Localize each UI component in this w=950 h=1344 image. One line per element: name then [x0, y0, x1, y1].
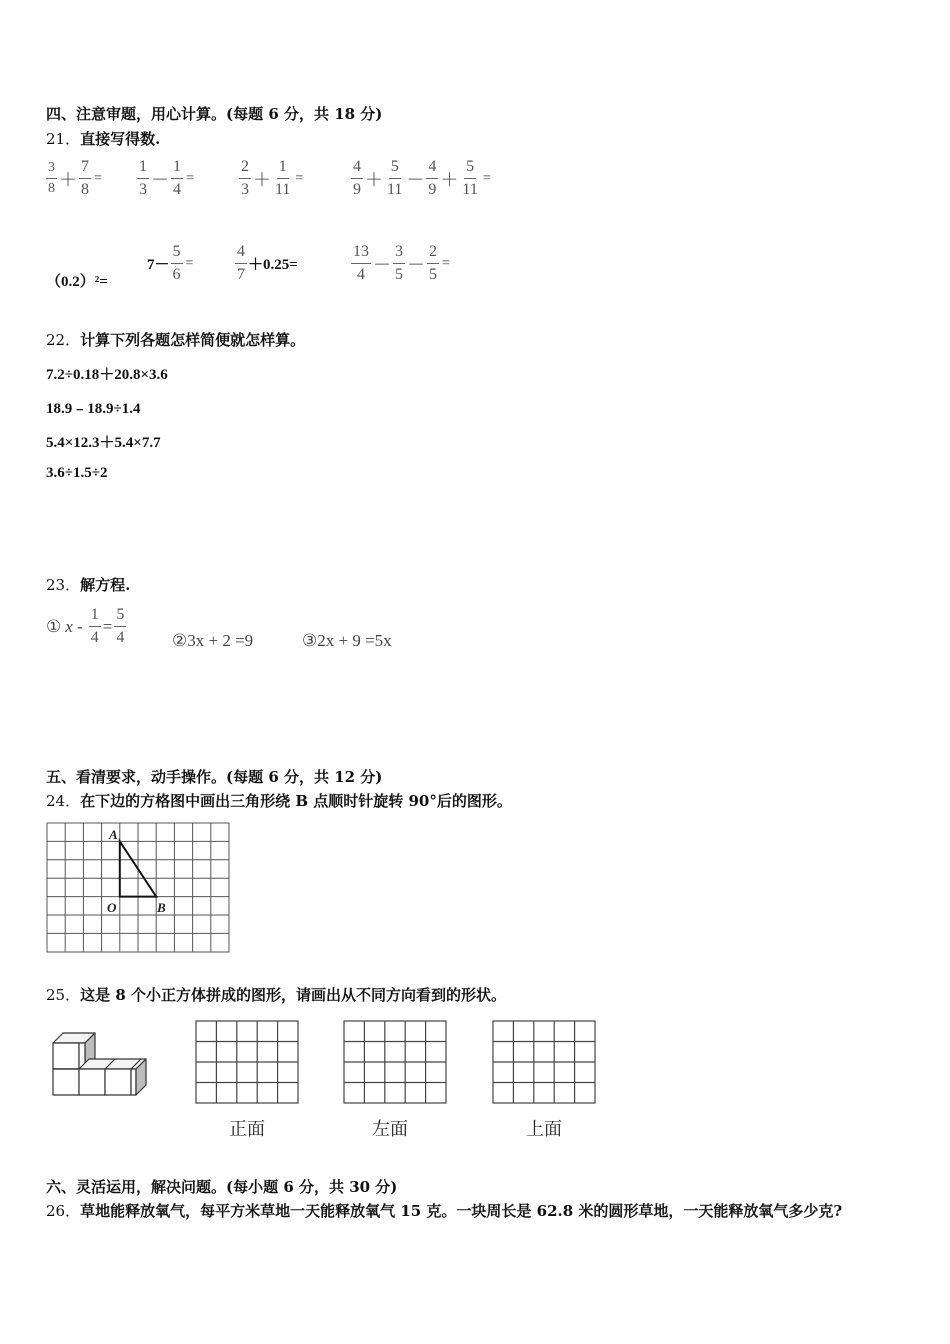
operator: －: [407, 254, 425, 275]
fraction: $\frac{1}{4}$: [90, 606, 99, 647]
question-number: 25．: [46, 986, 81, 1004]
question-25: [46, 984, 506, 1005]
section-5-title: 五、看清要求，动手操作。(每题 6 分，共 12 分): [46, 768, 383, 786]
equals-sign: =: [102, 616, 113, 636]
calc-item-2: [136, 158, 194, 200]
fraction: $\frac{2}{5}$: [429, 243, 437, 284]
question-text: 直接写得数.: [80, 130, 161, 148]
question-number: 21．: [46, 130, 81, 148]
fraction: $\frac{7}{8}$: [81, 158, 89, 199]
calc-item-4: [350, 158, 491, 200]
expression-2: 18.9﹣18.9÷1.4: [46, 401, 141, 417]
question-23: [46, 574, 130, 595]
operator: ＋: [253, 169, 271, 190]
equals-sign: =: [94, 170, 102, 186]
operator: －: [373, 254, 391, 275]
fraction: $\frac{2}{3}$: [241, 158, 249, 199]
expression-suffix: ＋0.25=: [248, 257, 298, 274]
question-text: 草地能释放氧气，每平方米草地一天能释放氧气 15 克。一块周长是 62.8 米的圆形草地，一天能释放氧气多少克?: [80, 1202, 843, 1220]
expression-3: 5.4×12.3＋5.4×7.7: [46, 435, 161, 451]
operator: ＋: [365, 169, 383, 190]
question-26: [46, 1200, 842, 1221]
equals-sign: =: [185, 255, 194, 271]
equals-sign: =: [442, 255, 450, 271]
calc-item-3: [238, 158, 303, 200]
top-view-label: 上面: [526, 1119, 562, 1140]
question-22: [46, 329, 305, 350]
equation-text: 3x + 2 =9: [187, 631, 254, 650]
label-a: A: [109, 827, 118, 842]
operator: ＋: [440, 169, 459, 190]
question-number: 26．: [46, 1202, 81, 1220]
question-number: 24．: [46, 792, 81, 810]
fraction: $\frac{3}{5}$: [395, 243, 403, 284]
question-text: 计算下列各题怎样简便就怎样算。: [80, 331, 306, 349]
question-number: 22．: [46, 331, 81, 349]
equation-text: 2x + 9 =5x: [317, 631, 392, 650]
left-view-grid: [343, 1020, 447, 1104]
fraction: $\frac{1}{11}$: [275, 158, 291, 199]
section-4-title: 四、注意审题，用心计算。(每题 6 分，共 18 分): [46, 105, 383, 123]
question-text: 在下边的方格图中画出三角形绕 B 点顺时针旋转 90°后的图形。: [80, 792, 512, 810]
calc-item-7: [234, 243, 298, 285]
operator: －: [406, 169, 425, 190]
circled-number: ①: [46, 616, 62, 636]
cube-figure: [50, 1026, 150, 1098]
question-number: 23．: [46, 576, 81, 594]
question-21: [46, 128, 160, 149]
rotation-grid: [46, 822, 231, 954]
equation-2: [172, 631, 253, 651]
fraction: $\frac{4}{9}$: [353, 158, 361, 199]
calc-item-5: （0.2）²=: [46, 274, 108, 290]
label-o: O: [107, 900, 117, 915]
section-6-title: 六、灵活运用，解决问题。(每小题 6 分，共 30 分): [46, 1178, 398, 1196]
equals-sign: =: [186, 170, 194, 186]
fraction: $\frac{5}{11}$: [387, 158, 403, 199]
question-24: [46, 790, 512, 811]
equation-lhs: x -: [65, 616, 83, 636]
fraction: $\frac{13}{4}$: [353, 243, 369, 284]
question-text: 解方程.: [80, 576, 131, 594]
expression-1: 7.2÷0.18＋20.8×3.6: [46, 367, 168, 383]
equals-sign: =: [482, 170, 491, 186]
fraction: $\frac{5}{6}$: [172, 243, 181, 284]
question-text: 这是 8 个小正方体拼成的图形，请画出从不同方向看到的形状。: [80, 986, 506, 1004]
calc-item-1: [45, 158, 102, 200]
calc-item-8: [350, 243, 450, 285]
grid-lines: [47, 823, 229, 952]
top-view-grid: [492, 1020, 596, 1104]
calc-item-6: [147, 243, 193, 285]
left-view-label: 左面: [372, 1119, 408, 1140]
operator: －: [151, 169, 169, 190]
equation-1: [46, 606, 127, 648]
front-view-label: 正面: [229, 1119, 265, 1140]
fraction: $\frac{1}{3}$: [139, 158, 147, 199]
circled-number: ②: [172, 631, 188, 650]
front-view-grid: [195, 1020, 299, 1104]
fraction: $\frac{4}{9}$: [428, 158, 437, 199]
equals-sign: =: [295, 170, 304, 186]
expression-4: 3.6÷1.5÷2: [46, 465, 108, 481]
fraction: $\frac{3}{8}$: [48, 160, 55, 197]
fraction: $\frac{4}{7}$: [237, 243, 245, 284]
label-b: B: [157, 900, 166, 915]
circled-number: ③: [302, 631, 318, 650]
fraction: $\frac{5}{11}$: [462, 158, 478, 199]
operator: ＋: [59, 169, 77, 190]
expression-prefix: 7－: [147, 257, 170, 274]
fraction: $\frac{1}{4}$: [173, 158, 181, 199]
fraction: $\frac{5}{4}$: [116, 606, 125, 647]
equation-3: [302, 631, 392, 651]
